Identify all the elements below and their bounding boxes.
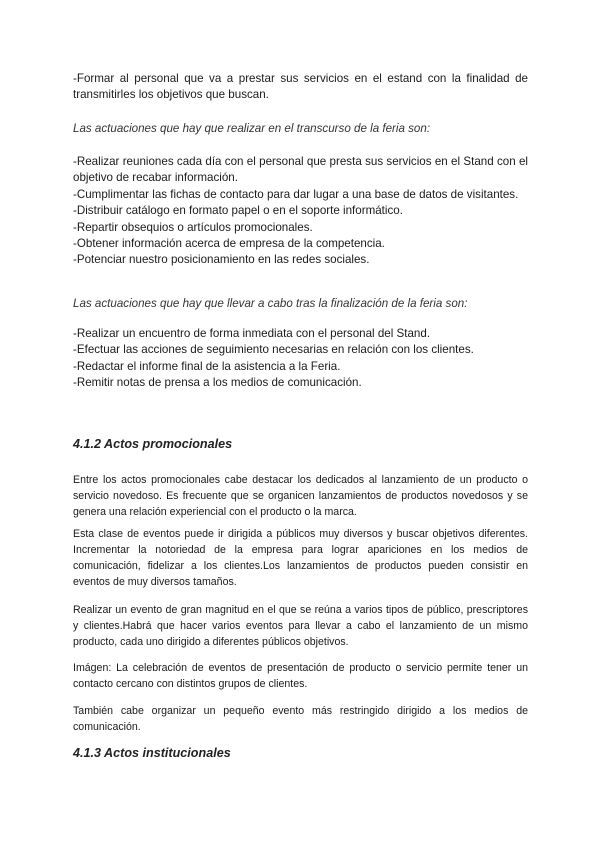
list-item: -Realizar un encuentro de forma inmediata con el personal del Stand. [73,327,431,340]
list-item: -Potenciar nuestro posicionamiento en las redes sociales. [73,253,370,267]
list-item: -Repartir obsequios o artículos promocionales. [73,220,313,234]
list-item: -Efectuar las acciones de seguimiento necesarias en relación con los clientes. [73,343,474,357]
during-fair-heading: Las actuaciones que hay que realizar en el transcurso de la feria son: [73,122,431,135]
list-item: -Obtener información acerca de empresa de la competencia. [73,237,385,251]
paragraph: También cabe organizar un pequeño evento más restringido dirigido a los medios de comunicación. [73,705,528,733]
list-item: -Cumplimentar las fichas de contacto para dar lugar a una base de datos de visitantes. [73,187,519,201]
list-item: -Realizar reuniones cada día con el personal que presta sus servicios en el Stand con el objetivo de recabar información. [73,155,528,185]
section-title-4-1-2: 4.1.2 Actos promocionales [73,437,233,451]
section-title-4-1-3: 4.1.3 Actos institucionales [73,746,231,760]
paragraph: Realizar un evento de gran magnitud en el que se reúna a varios tipos de público, prescriptores y clientes.Habrá que hacer varios eventos para llevar a cabo el lanzamiento de un mismo producto, cada uno dirigido a diferentes públicos objetivos. [73,604,528,648]
paragraph: Entre los actos promocionales cabe destacar los dedicados al lanzamiento de un producto o servicio novedoso. Es frecuente que se organicen lanzamientos de productos novedosos y se genera una relación experiencial con el producto o la marca. [73,474,528,518]
intro-paragraph: -Formar al personal que va a prestar sus servicios en el estand con la finalidad de transmitirles los objetivos que buscan. [73,72,528,102]
list-item: -Redactar el informe final de la asistencia a la Feria. [73,359,341,373]
image-caption-paragraph: Imágen: La celebración de eventos de presentación de producto o servicio permite tener un contacto cercano con distintos grupos de clientes. [73,662,528,690]
list-item: -Remitir notas de prensa a los medios de comunicación. [73,376,362,390]
during-fair-list [73,154,528,269]
after-fair-heading: Las actuaciones que hay que llevar a cabo tras la finalización de la feria son: [73,297,468,310]
paragraph: Esta clase de eventos puede ir dirigida a públicos muy diversos y buscar objetivos diferentes. Incrementar la notoriedad de la empresa para lograr apariciones en los medios de comunicación, fidelizar a los clientes.Los lanzamientos de productos pueden consistir en eventos de muy diversos tamaños. [73,528,528,588]
after-fair-list [73,326,528,392]
list-item: -Distribuir catálogo en formato papel o en el soporte informático. [73,204,403,218]
